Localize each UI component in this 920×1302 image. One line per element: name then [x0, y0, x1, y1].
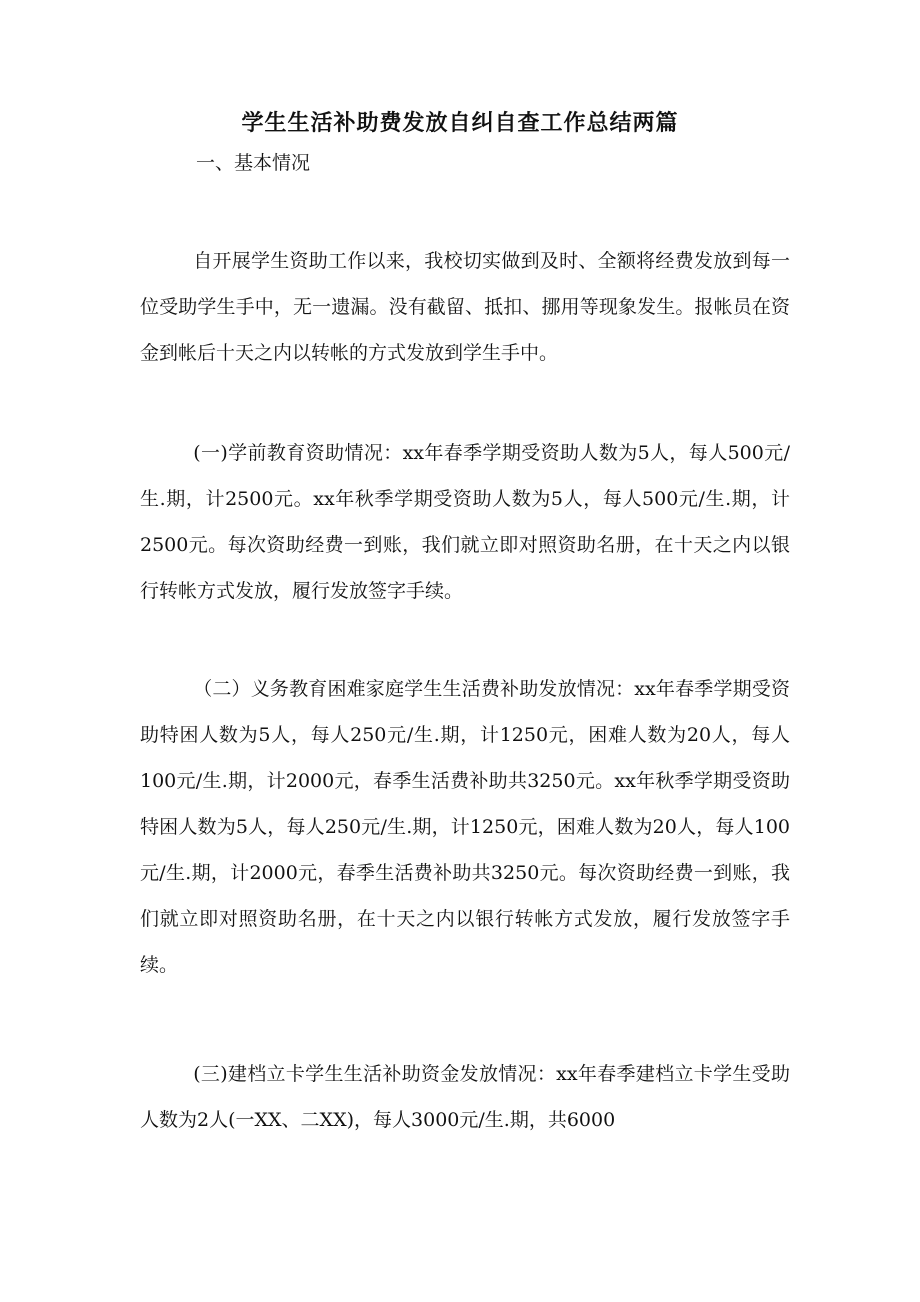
paragraph-filed-card-aid: (三)建档立卡学生生活补助资金发放情况：xx年春季建档立卡学生受助人数为2人(一XX、二XX)，每人3000元/生.期，共6000	[140, 1063, 790, 1131]
paragraph-preschool-aid: (一)学前教育资助情况：xx年春季学期受资助人数为5人，每人500元/生.期，计2500元。xx年秋季学期受资助人数为5人，每人500元/生.期，计2500元。每次资助经费一到账，我们就立即对照资助名册，在十天之内以银行转帐方式发放，履行发放签字手续。	[140, 442, 790, 602]
document-title: 学生生活补助费发放自纠自查工作总结两篇	[241, 110, 679, 136]
paragraph-compulsory-aid: （二）义务教育困难家庭学生生活费补助发放情况：xx年春季学期受资助特困人数为5人，每人250元/生.期，计1250元，困难人数为20人，每人100元/生.期，计2000元，春季生活费补助共3250元。xx年秋季学期受资助特困人数为5人，每人250元/生.期，计1250元，困难人数为20人，每人100元/生.期，计2000元，春季生活费补助共3250元。每次资助经费一到账，我们就立即对照资助名册，在十天之内以银行转帐方式发放，履行发放签字手续。	[140, 678, 790, 976]
section-heading: 一、基本情况	[196, 152, 311, 174]
paragraph-overview: 自开展学生资助工作以来，我校切实做到及时、全额将经费发放到每一位受助学生手中，无一遗漏。没有截留、抵扣、挪用等现象发生。报帐员在资金到帐后十天之内以转帐的方式发放到学生手中。	[140, 250, 790, 364]
